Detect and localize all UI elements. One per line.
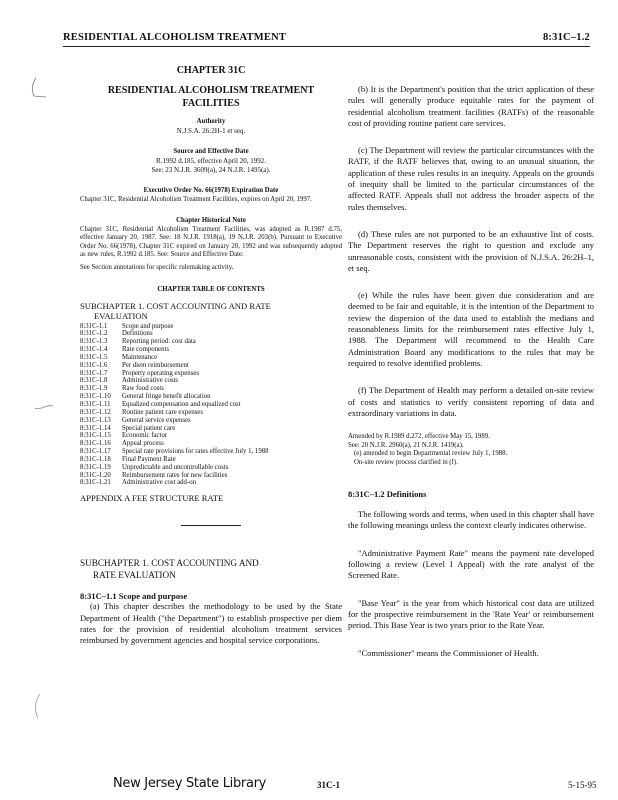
toc-appendix: APPENDIX A FEE STRUCTURE RATE [80,493,224,504]
toc-entry-number: 8:31C-1.1 [80,322,108,330]
toc-entry-title: General fringe benefit allocation [122,393,211,401]
definition-commissioner: "Commissioner" means the Commissioner of Health. [358,647,539,658]
toc-heading: CHAPTER TABLE OF CONTENTS [157,285,265,293]
toc-entry-title: Special rate provisions for rates effective July 1, 1988 [122,448,269,456]
amendment-line-3: (e) amended to begin Departmental review July 1, 1988. [354,450,508,458]
toc-entry-title: Economic factor [122,432,168,440]
exec-order-heading: Executive Order No. 66(1978) Expiration Date [143,187,279,194]
exec-order-text: Chapter 31C, Residential Alcoholism Treatment Facilities, expires on April 20, 1997. [80,196,312,203]
toc-entry-title: Reporting period: cost data [122,338,196,346]
toc-entry-number: 8:31C-1.20 [80,471,111,479]
see-section-note: See Section annotations for specific rulemaking activity. [80,263,234,271]
chapter-number: CHAPTER 31C [176,65,246,76]
toc-entry-title: Routine patient care expenses [122,408,203,416]
paragraph-f: (f) The Department of Health may perform a detailed on-site review of costs and statistics to verify consistent reporting of data and extraordinary variations in data. [348,385,594,418]
library-stamp: New Jersey State Library [113,776,267,791]
toc-entry-number: 8:31C-1.4 [80,346,108,354]
toc-entry-number: 8:31C-1.7 [80,369,108,377]
toc-subchapter-line-1: SUBCHAPTER 1. COST ACCOUNTING AND RATE [80,300,271,311]
header-title: RESIDENTIAL ALCOHOLISM TREATMENT [63,32,287,43]
paragraph-a: (a) This chapter describes the methodology to be used by the State Department of Health ("the Department") to establish prospective per diem rates for the provision of residential alcoholism treatment services reimbursed by government agencies and hospital service corporations. [80,601,342,646]
toc-entry-title: Rate components [122,346,170,354]
toc-entry-number: 8:31C-1.21 [80,479,111,487]
toc-entry-title: Final Payment Rate [122,455,176,463]
toc-entry-title: Administrative costs [122,377,179,385]
toc-entry-number: 8:31C-1.14 [80,424,111,432]
paragraph-b: (b) It is the Department's position that the strict application of these rules will generally produce equitable rates for the payment of residential alcoholism treatment facilities (RATFs) of the reasonable cost of providing routine patient care services. [348,84,594,128]
amendment-line-2: See: 20 N.J.R. 2960(a), 21 N.J.R. 1419(a). [348,441,464,449]
toc-entry-title: Unpredictable and uncontrollable costs [122,463,229,471]
paragraph-e: (e) While the rules have been given due consideration and are deemed to be fair and equitable, it is the intention of the Department to review the dispersion of the data used to establish the medians and reasonableness limits for the reimbursement rates effective July 1, 1988. The Department will recommend to the Health Care Administration Board any modifications to the rules that may be required to resolve identified problems. [348,290,594,368]
toc-entry-title: Raw food costs [122,385,164,393]
source-line-1: R.1992 d.185, effective April 20, 1992. [156,157,266,165]
paragraph-d: (d) These rules are not purported to be an exhaustive list of costs. The Department reserves the right to question and exclude any unreasonable costs, consistent with the provision of N.J.S.A. 26:2H–1, et seq. [348,228,594,273]
toc-entry-title: Definitions [122,330,153,338]
toc-entry-number: 8:31C-1.10 [80,393,111,401]
chapter-title: RESIDENTIAL ALCOHOLISM TREATMENT FACILITIES [107,85,315,109]
historical-note-heading: Chapter Historical Note [176,216,246,224]
toc-entry-number: 8:31C-1.17 [80,448,111,456]
toc-entry-title: Special patient care [122,424,176,432]
toc-entry-number: 8:31C-1.18 [80,455,111,463]
source-line-2: See: 23 N.J.R. 3609(a), 24 N.J.R. 1495(a). [151,166,271,174]
toc-entry-title: Administrative cost add-on [122,479,196,487]
toc-subchapter-line-2: EVALUATION [94,310,148,321]
toc-entry-number: 8:31C-1.6 [80,361,108,369]
toc-entry-number: 8:31C-1.13 [80,416,111,424]
section-heading-1-1: 8:31C–1.1 Scope and purpose [80,591,188,602]
definitions-intro: The following words and terms, when used in this chapter shall have the following meanings unless the context clearly indicates otherwise. [348,509,594,531]
toc-entry-number: 8:31C-1.16 [80,440,111,448]
toc-entry-title: Per diem reimbursement [122,361,189,369]
historical-note-text: Chapter 31C, Residential Alcoholism Treatment Facilities, was adopted as R.1987 d.75, effective January 20, 1987. See: 18 N.J.R. 1918(a), 19 N.J.R. 203(b). Pursuant to Executive Order No. 66(1978), Chapter 31C expired on January 20, 1992 and was subsequently adopted as new rules, R.1992 d.185. See: Source and Effective Date. [80,225,342,259]
toc-entry-title: Reimbursement rates for new facilities [122,471,228,479]
toc-entry-number: 8:31C-1.5 [80,353,108,361]
toc-entry-title: Equalized compensation and equalized cost [122,401,241,408]
toc-entry-title: General service expenses [122,416,191,424]
authority-heading: Authority [196,118,226,125]
toc-entry-title: Scope and purpose [122,322,174,330]
toc-entry-title: Maintenance [122,353,158,361]
toc-entry-number: 8:31C-1.8 [80,377,108,385]
toc-entry-number: 8:31C-1.19 [80,463,111,471]
toc-entry-title: Property operating expenses [122,369,200,377]
header-section: 8:31C–1.2 [542,32,590,43]
toc-entry-number: 8:31C-1.12 [80,408,111,416]
authority-text: N.J.S.A. 26:2H-1 et seq. [176,127,246,135]
subchapter-line-1: SUBCHAPTER 1. COST ACCOUNTING AND [80,558,259,569]
paragraph-c: (c) The Department will review the particular circumstances with the RATF, if the RATF believes that, owing to an unusual situation, the application of these rules results in an inequity. Appeals on the grounds of inequity shall be limited to the particular circumstances of the affected RATF. Appeals shall not address the broader aspects of the rules themselves. [348,145,594,212]
toc-entry-number: 8:31C-1.2 [80,330,108,338]
definition-base-year: "Base Year" is the year from which historical cost data are utilized for the prospective reimbursement in the 'Rate Year' or reimbursement period. This Base Year is two years prior to the Rate Year. [348,597,594,631]
subchapter-line-2: RATE EVALUATION [93,569,176,580]
toc-entry-number: 8:31C-1.9 [80,385,108,393]
page-number: 31C-1 [317,780,340,790]
source-heading: Source and Effective Date [173,148,249,155]
amendment-line-4: On-site review process clarified in (f). [354,458,458,466]
toc-entry-number: 8:31C-1.15 [80,432,111,440]
amendment-line-1: Amended by R.1989 d.272, effective May 15, 1989. [348,433,490,441]
supplement-date: 5-15-95 [568,780,597,790]
section-heading-1-2: 8:31C–1.2 Definitions [348,489,427,500]
toc-entry-number: 8:31C-1.3 [80,338,108,346]
definition-administrative-payment-rate: "Administrative Payment Rate" means the payment rate developed following a review (Level I Appeal) with the rate analyst of the Screened Rate. [348,547,594,581]
toc-entry-title: Appeal process [122,440,164,448]
toc-entry-number: 8:31C-1.11 [80,401,111,408]
